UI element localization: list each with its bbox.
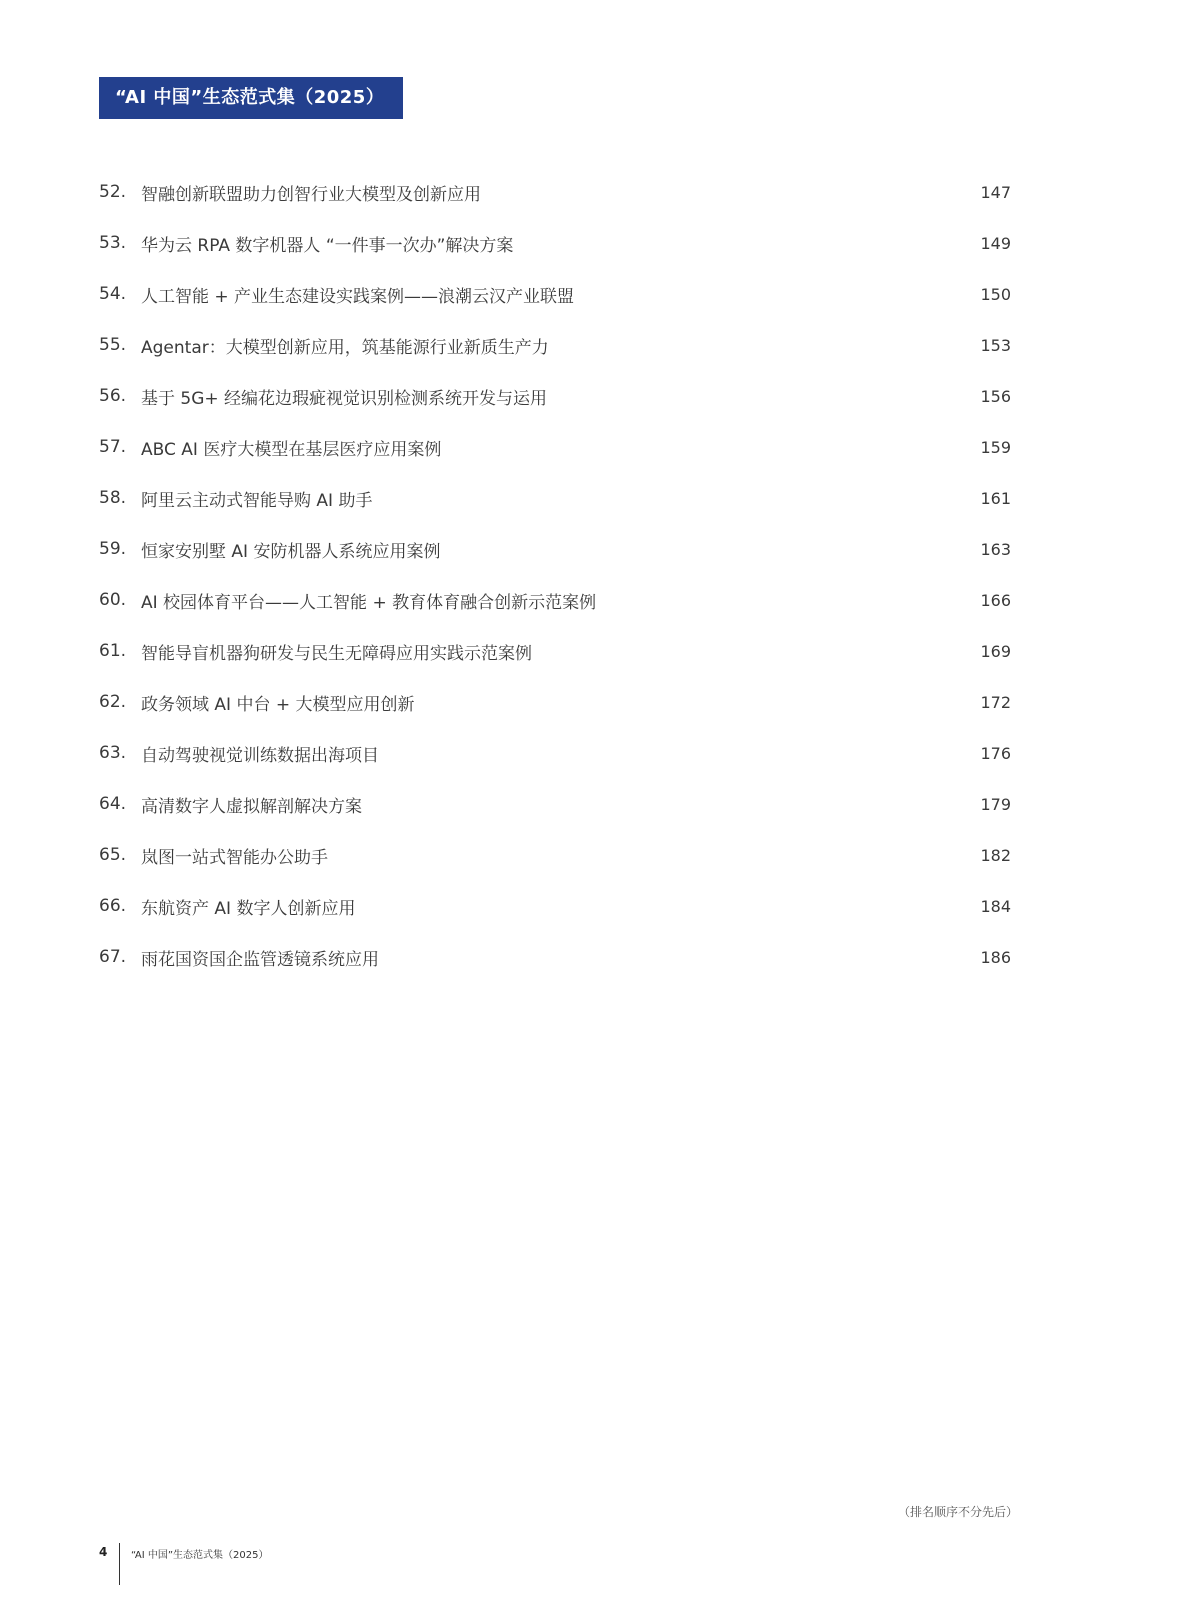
toc-entry-page: 163: [980, 539, 1011, 559]
toc-entry-page: 184: [980, 896, 1011, 916]
toc-entry-number: 65.: [99, 845, 127, 865]
toc-entry-page: 153: [980, 335, 1011, 355]
toc-entry[interactable]: [99, 430, 1011, 464]
toc-entry-title: 岚图一站式智能办公助手: [141, 847, 328, 868]
toc-entry-number: 61.: [99, 641, 127, 661]
toc-entry[interactable]: [99, 481, 1011, 515]
footer-title: “AI 中国”生态范式集（2025）: [131, 1550, 269, 1561]
toc-entry-number: 58.: [99, 488, 127, 508]
toc-entry-number: 60.: [99, 590, 127, 610]
toc-entry-page: 169: [980, 641, 1011, 661]
footer-page-number: 4: [99, 1545, 108, 1559]
toc-entry[interactable]: [99, 736, 1011, 770]
toc-entry[interactable]: [99, 889, 1011, 923]
toc-entry-title: 自动驾驶视觉训练数据出海项目: [141, 745, 379, 766]
toc-entry-number: 64.: [99, 794, 127, 814]
toc-entry-number: 56.: [99, 386, 127, 406]
toc-entry-title: 高清数字人虚拟解剖解决方案: [141, 796, 362, 817]
toc-entry-page: 182: [980, 845, 1011, 865]
toc-entry-number: 55.: [99, 335, 127, 355]
toc-entry-page: 176: [980, 743, 1011, 763]
toc-entry-title: 智能导盲机器狗研发与民生无障碍应用实践示范案例: [141, 643, 532, 664]
toc-entry-title: AI 校园体育平台——人工智能 + 教育体育融合创新示范案例: [141, 592, 597, 613]
toc-entry[interactable]: [99, 940, 1011, 974]
toc-entry-number: 57.: [99, 437, 127, 457]
toc-entry-title: 人工智能 + 产业生态建设实践案例——浪潮云汉产业联盟: [141, 286, 575, 307]
toc-entry-page: 179: [980, 794, 1011, 814]
toc-entry-title: ABC AI 医疗大模型在基层医疗应用案例: [141, 439, 442, 460]
toc-entry-page: 186: [980, 947, 1011, 967]
toc-entry-title: Agentar：大模型创新应用，筑基能源行业新质生产力: [141, 337, 549, 358]
toc-entry-number: 59.: [99, 539, 127, 559]
toc-entry-page: 150: [980, 284, 1011, 304]
toc-entry-page: 166: [980, 590, 1011, 610]
toc-entry-title: 华为云 RPA 数字机器人 “一件事一次办”解决方案: [141, 235, 514, 256]
toc-entry[interactable]: [99, 685, 1011, 719]
toc-entry[interactable]: [99, 379, 1011, 413]
toc-entry-page: 156: [980, 386, 1011, 406]
toc-entry-number: 52.: [99, 182, 127, 202]
toc-entry-number: 53.: [99, 233, 127, 253]
toc-entry[interactable]: [99, 634, 1011, 668]
toc-entry-page: 149: [980, 233, 1011, 253]
toc-entry-number: 67.: [99, 947, 127, 967]
toc-entry[interactable]: [99, 583, 1011, 617]
toc-entry[interactable]: [99, 328, 1011, 362]
header-title: “AI 中国”生态范式集（2025）: [115, 87, 385, 108]
toc-entry[interactable]: [99, 277, 1011, 311]
toc-entry[interactable]: [99, 226, 1011, 260]
toc-entry-title: 恒家安别墅 AI 安防机器人系统应用案例: [141, 541, 441, 562]
toc-entry-number: 63.: [99, 743, 127, 763]
toc-entry-number: 62.: [99, 692, 127, 712]
toc-entry-title: 雨花国资国企监管透镜系统应用: [141, 949, 379, 970]
header-banner: [99, 77, 403, 119]
toc-entry-title: 政务领域 AI 中台 + 大模型应用创新: [141, 694, 415, 715]
toc-entry-title: 阿里云主动式智能导购 AI 助手: [141, 490, 373, 511]
toc-entry-page: 147: [980, 182, 1011, 202]
toc-entry-title: 东航资产 AI 数字人创新应用: [141, 898, 356, 919]
toc-entry-number: 66.: [99, 896, 127, 916]
ranking-order-note: （排名顺序不分先后）: [897, 1505, 1018, 1519]
toc-entry[interactable]: [99, 838, 1011, 872]
toc-entry[interactable]: [99, 787, 1011, 821]
toc-entry-page: 159: [980, 437, 1011, 457]
toc-entry-page: 161: [980, 488, 1011, 508]
toc-entry[interactable]: [99, 175, 1011, 209]
toc-entry-title: 基于 5G+ 经编花边瑕疵视觉识别检测系统开发与运用: [141, 388, 548, 409]
toc-entry-number: 54.: [99, 284, 127, 304]
footer-divider: [119, 1543, 120, 1585]
toc-entry[interactable]: [99, 532, 1011, 566]
toc-entry-page: 172: [980, 692, 1011, 712]
toc-entry-title: 智融创新联盟助力创智行业大模型及创新应用: [141, 184, 481, 205]
